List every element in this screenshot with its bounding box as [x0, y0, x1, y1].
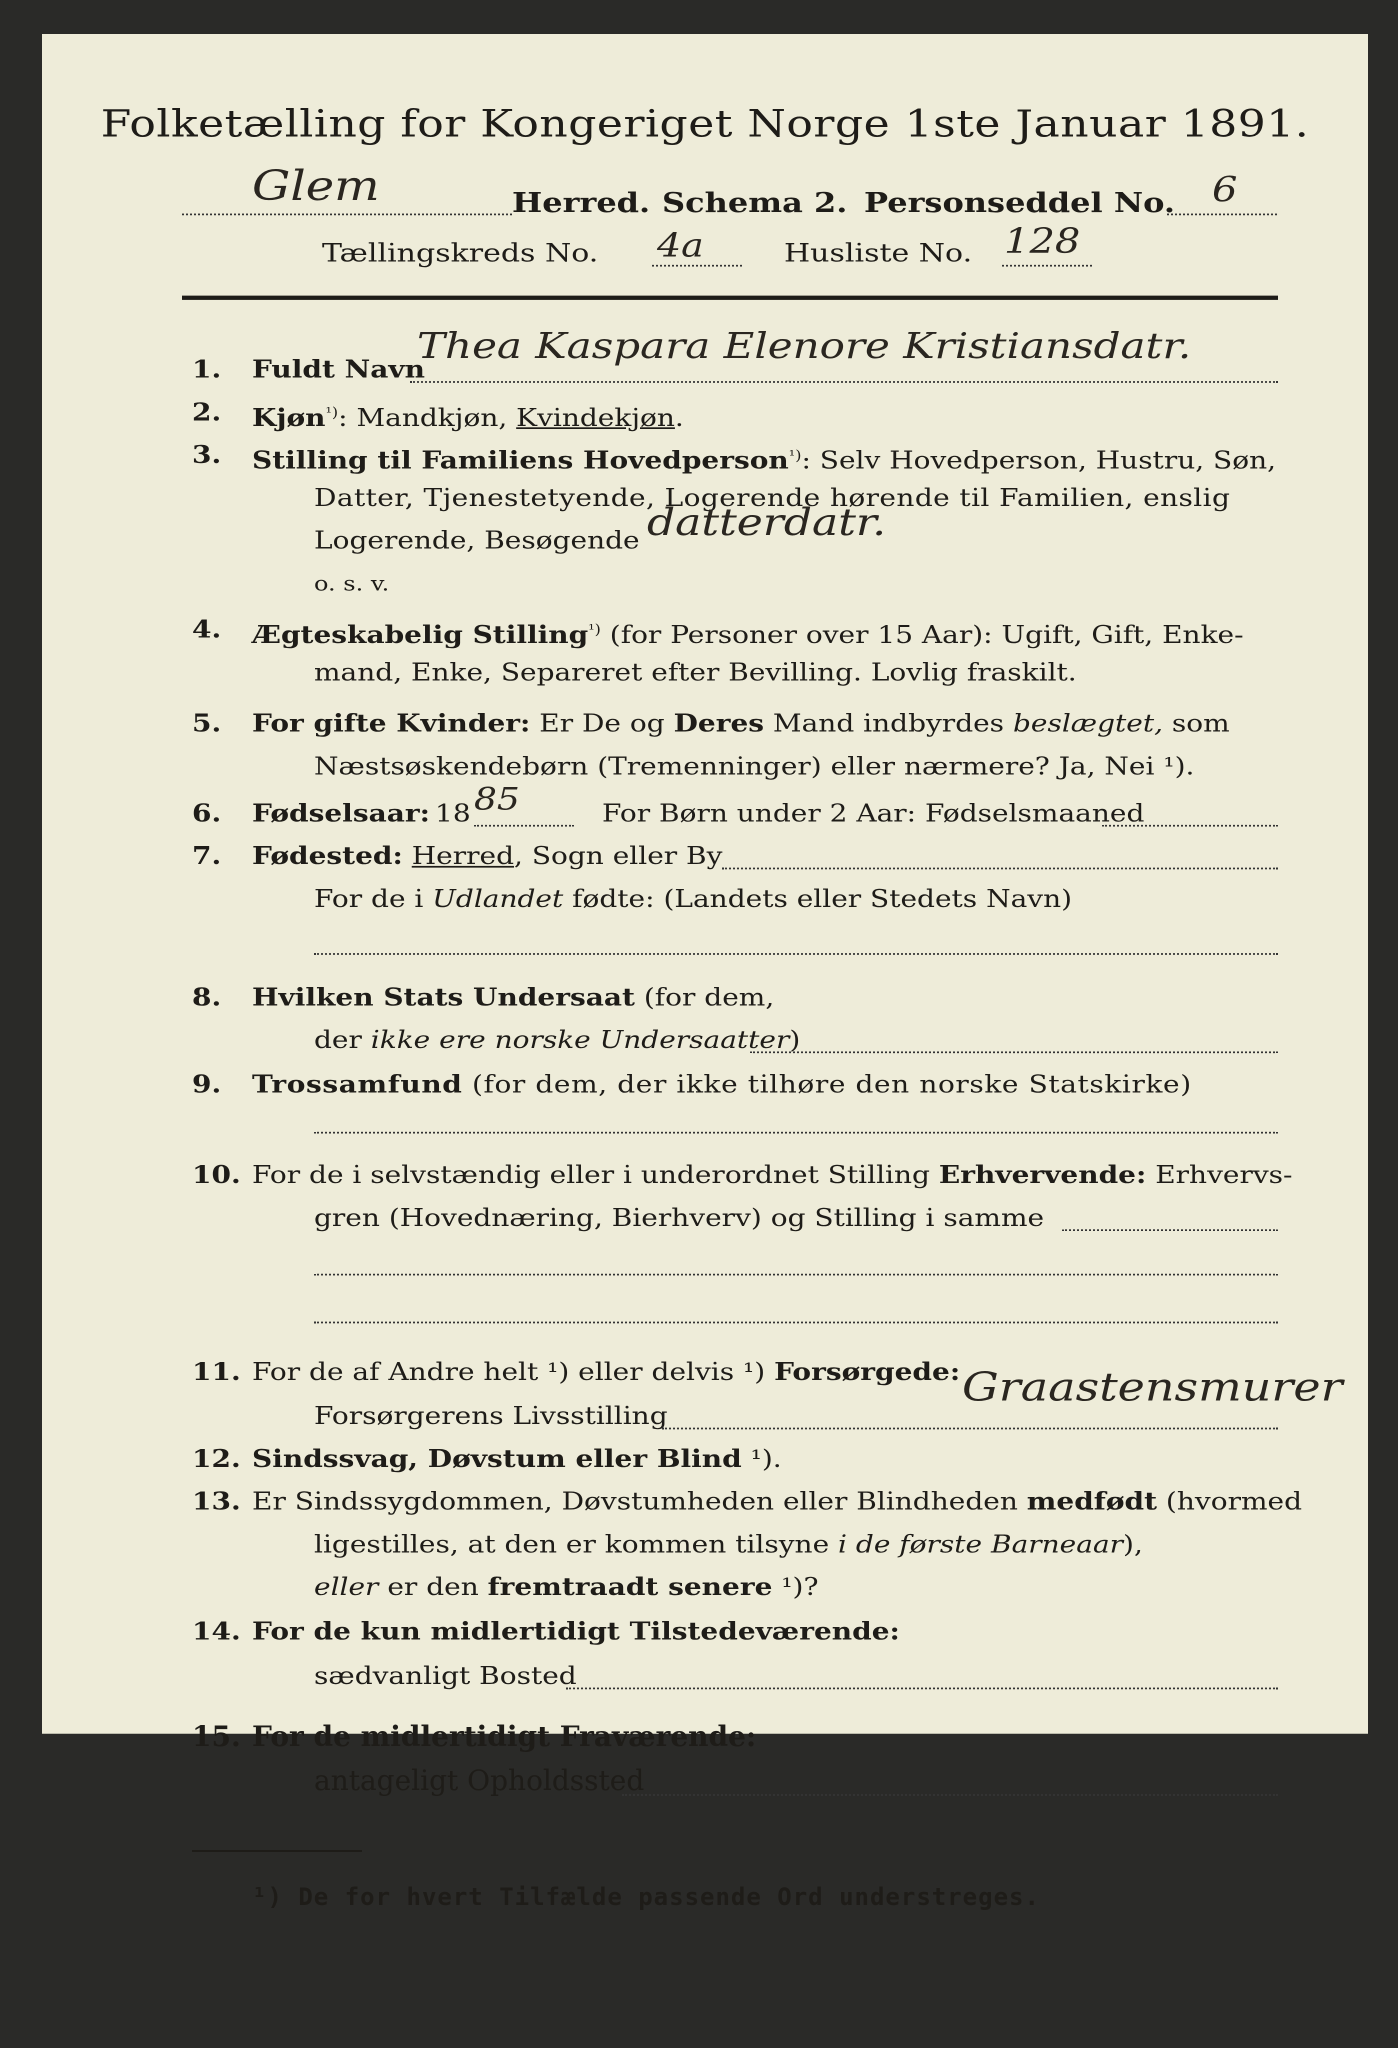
q3-line3: Logerende, Besøgende	[314, 526, 640, 555]
q7-number: 7.	[192, 841, 222, 871]
schema-label: Schema 2.	[662, 186, 848, 219]
q4-line2: mand, Enke, Separeret efter Bevilling. Lovlig fraskilt.	[314, 658, 1077, 687]
q7-text2b: Udlandet	[432, 884, 564, 913]
footnote-rule	[192, 1850, 362, 1852]
q11-text1b: Forsørgede:	[774, 1357, 961, 1386]
q14-number: 14.	[192, 1617, 241, 1646]
q7-label: Fødested:	[252, 841, 403, 871]
q6-label: Fødselsaar:	[252, 799, 430, 828]
q5-text1b: Deres	[673, 709, 765, 738]
husliste-label: Husliste No.	[784, 238, 973, 269]
q5-text1a: Er De og	[530, 709, 674, 738]
q6-number: 6.	[192, 799, 222, 828]
footnote: ¹) De for hvert Tilfælde passende Ord understreges.	[252, 1883, 1040, 1911]
q2-text-a: : Mandkjøn,	[338, 403, 517, 432]
q11-line2: Forsørgerens Livsstilling	[314, 1402, 668, 1431]
q14-line2: sædvanligt Bosted	[314, 1661, 577, 1691]
q13-number: 13.	[192, 1487, 241, 1516]
q10-line2: gren (Hovednæring, Bierhverv) og Stilling i samme	[314, 1203, 1045, 1232]
q4-number: 4.	[192, 615, 222, 644]
q5-text1e: som	[1163, 709, 1230, 738]
q8-text1: (for dem,	[634, 983, 775, 1012]
q11-answer: Graastensmurer	[962, 1363, 1343, 1410]
personseddel-label: Personseddel No.	[864, 186, 1175, 219]
q3-text1: : Selv Hovedperson, Hustru, Søn,	[801, 446, 1277, 475]
q12-sup: ¹).	[741, 1444, 782, 1473]
q2-sup: ¹)	[325, 404, 339, 421]
q11-number: 11.	[192, 1357, 241, 1386]
q8-text2a: der	[314, 1025, 371, 1055]
q5-text1d: beslægtet,	[1012, 709, 1164, 738]
q13-text2b: i de første Barneaar	[838, 1530, 1124, 1559]
herred-label: Herred.	[512, 186, 651, 219]
q2-text-b: .	[674, 403, 684, 432]
q15-number: 15.	[192, 1720, 241, 1753]
q14-label: For de kun midlertidigt Tilstedeværende:	[252, 1617, 900, 1646]
q10-text1c: Erhvervs-	[1146, 1160, 1293, 1190]
q7-text2a: For de i	[314, 884, 433, 913]
q6-value: 85	[474, 782, 520, 818]
q7-option-herred: Herred	[411, 841, 515, 871]
q15-answer-line	[622, 1794, 1278, 1796]
q6-prefix: 18	[435, 799, 471, 828]
q8-text2b: ikke ere norske Undersaatter	[370, 1025, 790, 1055]
q13-text2c: ),	[1123, 1530, 1143, 1559]
q13-text3a: eller	[314, 1573, 379, 1602]
q3-line4: o. s. v.	[314, 571, 390, 596]
personseddel-value: 6	[1212, 170, 1238, 211]
q8-number: 8.	[192, 983, 222, 1012]
q3-label: Stilling til Familiens Hovedperson	[252, 446, 789, 475]
q10-text1a: For de i selvstændig eller i underordnet Stilling	[252, 1160, 939, 1190]
form-title: Folketælling for Kongeriget Norge 1ste Januar 1891.	[100, 102, 1310, 147]
q1-number: 1.	[192, 355, 222, 384]
q2-option-kvindekjon: Kvindekjøn	[516, 403, 675, 432]
q5-number: 5.	[192, 709, 222, 738]
q5-label: For gifte Kvinder:	[252, 709, 531, 738]
q3-sup: ¹)	[788, 446, 802, 464]
kreds-value: 4a	[657, 226, 704, 264]
q9-rest: (for dem, der ikke tilhøre den norske Statskirke)	[462, 1070, 1192, 1099]
q13-text3c: fremtraadt senere	[487, 1573, 773, 1602]
q1-answer: Thea Kaspara Elenore Kristiansdatr.	[417, 324, 1192, 367]
q7-text2c: fødte: (Landets eller Stedets Navn)	[563, 884, 1073, 913]
q9-label: Trossamfund	[252, 1070, 463, 1099]
q4-text1: (for Personer over 15 Aar): Ugift, Gift, Enke-	[600, 620, 1244, 650]
q10-text1b: Erhvervende:	[938, 1160, 1147, 1190]
q2-label: Kjøn	[252, 403, 326, 432]
q15-line2: antageligt Opholdssted	[314, 1764, 645, 1797]
q3-line2: Datter, Tjenestetyende, Logerende hørende til Familien, enslig	[314, 483, 1231, 512]
q13-text1c: (hvormed	[1157, 1487, 1302, 1516]
q1-label: Fuldt Navn	[252, 355, 426, 384]
q2-number: 2.	[192, 398, 222, 427]
q13-text1a: Er Sindssygdommen, Døvstumheden eller Blindheden	[252, 1487, 1027, 1516]
q8-label: Hvilken Stats Undersaat	[252, 983, 635, 1012]
q4-label: Ægteskabelig Stilling	[252, 620, 589, 650]
q4-sup: ¹)	[588, 621, 601, 638]
q12-number: 12.	[192, 1444, 241, 1473]
q8-text2c: )	[789, 1025, 801, 1055]
q13-text1b: medfødt	[1026, 1487, 1158, 1516]
husliste-value: 128	[1004, 222, 1081, 262]
q12-label: Sindssvag, Døvstum eller Blind	[252, 1444, 742, 1473]
q9-number: 9.	[192, 1070, 222, 1099]
q5-line2: Næstsøskendebørn (Tremenninger) eller nærmere? Ja, Nei ¹).	[314, 752, 1195, 781]
q6-rest: For Børn under 2 Aar: Fødselsmaaned	[602, 799, 1145, 828]
herred-value: Glem	[252, 162, 380, 211]
q10-number: 10.	[192, 1160, 241, 1190]
q15-label: For de midlertidigt Fraværende:	[252, 1720, 757, 1753]
q13-text3d: ¹)?	[772, 1573, 819, 1602]
lower-section	[42, 0, 1368, 2048]
q5-text1c: Mand indbyrdes	[764, 709, 1013, 738]
q3-number: 3.	[192, 440, 222, 470]
kreds-label: Tællingskreds No.	[322, 238, 599, 269]
q13-text2a: ligestilles, at den er kommen tilsyne	[314, 1530, 839, 1559]
q3-answer: datterdatr.	[647, 500, 887, 545]
q13-text3b: er den	[378, 1573, 488, 1602]
q7-rest: , Sogn eller By	[514, 841, 723, 871]
q11-text1a: For de af Andre helt ¹) eller delvis ¹)	[252, 1357, 775, 1386]
